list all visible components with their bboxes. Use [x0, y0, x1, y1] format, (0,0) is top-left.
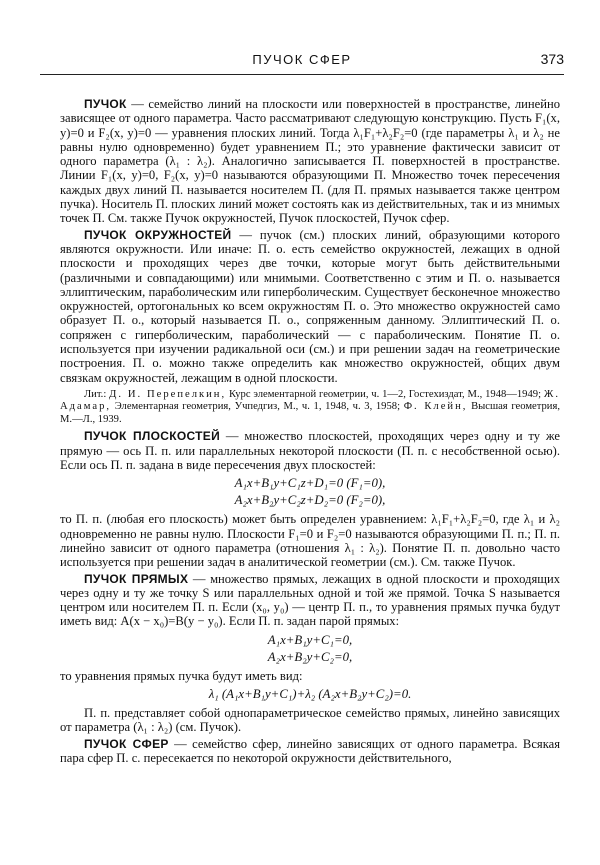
article-body	[60, 95, 560, 765]
equation-line: A₂x+B₂y+C₂z+D₂=0 (F₂=0),	[234, 493, 386, 508]
lit-text: Элементарная геометрия, Учпедгиз, М., ч. 1, 1948, ч. 3, 1958;	[111, 401, 404, 413]
entry-term: ПУЧОК	[84, 97, 127, 111]
lit-author: Ж. Адамар,	[60, 388, 560, 413]
entry-text: — множество плоскостей, проходящих через одну и ту же прямую — ось П. п. или параллельных некоторой плоскости (П. п. с несобственной осью). Если ось П. п. задана в виде пересечения двух плоскостей:	[60, 429, 561, 473]
equation-line: A₂x+B₂y+C₂=0,	[267, 649, 353, 664]
entry-term: ПУЧОК ОКРУЖНОСТЕЙ	[84, 227, 232, 242]
equation-block	[60, 475, 560, 509]
lit-text: Высшая геометрия, М.—Л., 1939.	[60, 401, 560, 425]
page-header	[40, 50, 564, 74]
entry-term: ПУЧОК ПРЯМЫХ	[84, 571, 189, 586]
running-title: ПУЧОК СФЕР	[252, 52, 352, 67]
entry-text: — множество прямых, лежащих в одной плоскости и проходящих через одну и ту же точку S или параллельных одной и той же прямой. Точка S называется центром или носителем П. п. Если (x₀, y₀) — центр П. п., то уравнения прямых пучка будут иметь вид: A(x − x₀)=B(y − y₀). Если П. п. задан парой прямых:	[60, 571, 560, 629]
lit-text: Курс элементарной геометрии, ч. 1—2, Гостехиздат, М., 1948—1949;	[226, 388, 544, 400]
entry-puchok-sfer	[60, 737, 560, 766]
entry-continuation: то уравнения прямых пучка будут иметь вид:	[60, 668, 303, 683]
entry-puchok-pryamyh	[60, 572, 560, 629]
equation-block	[60, 632, 560, 666]
entry-puchok-ploskostei	[60, 429, 560, 472]
entry-text: — семейство линий на плоскости или поверхностей в пространстве, линейно зависящее от одного параметра. Часто рассматривают следующую конструкцию. Пусть F₁(x, y)=0 и F₂(x, y)=0 — уравнения плоских линий. Тогда λ₁F₁+λ₂F₂=0 (где параметры λ₁ и λ₂ не равны нулю одновременно) будет уравнением П.; это уравнение фактически зависит от одного параметра (λ₁ : λ₂). Аналогично записывается П. поверхностей в пространстве. Линии F₁(x, y)=0, F₂(x, y)=0 называются образующими П. Множество точек пересечения каждых двух линий П. называется носителем П. (для П. прямых называется также центром пучка). Носитель П. плоских линий может состоять как из действительных, так и из мнимых точек П. См. также Пучок окружностей, Пучок плоскостей, Пучок сфер.	[60, 97, 560, 226]
entry-text: — пучок (см.) плоских линий, образующими которого являются окружности. Или иначе: П. о. есть семейство окружностей, лежащих в одной плоскости и проходящих через две точки, которые могут быть действительными (различными и совпадающими) или мнимыми. Соответственно с этим и П. о. называется эллиптическим, параболическим или гиперболическим. Существует бесконечное множество окружностей, ортогональных ко всем окружностям П. о. Это множество окружностей само образует П. о., который называется П. о., сопряженным данному. Эллиптический П. о. сопряжен с гиперболическим, параболический — с параболическим. Понятие П. о. используется при изучении радикальной оси (см.) и при решении задач на геометрические построения. П. о. можно также определить как множество окружностей, общих двум связкам окружностей, лежащим в одной плоскости.	[60, 227, 560, 385]
page-number: 373	[540, 51, 564, 67]
entry-term: ПУЧОК СФЕР	[84, 736, 169, 751]
entry-puchok	[60, 97, 560, 226]
entry-continuation: то П. п. (любая его плоскость) может быть определен уравнением: λ₁F₁+λ₂F₂=0, где λ₁ и λ₂ одновременно не равны нулю. Плоскости F₁=0 и F₂=0 называются образующими П. п.; П. п. линейно зависит от одного параметра (отношения λ₁ : λ₂). Понятие П. п. довольно часто используется при решении задач в аналитической геометрии (см.). См. также Пучок.	[60, 512, 560, 570]
entry-continuation: П. п. представляет собой однопараметрическое семейство прямых, линейно зависящих от параметра (λ₁ : λ₂) (см. Пучок).	[60, 706, 560, 735]
equation-block	[60, 686, 560, 703]
lit-author: Ф. Клейн,	[403, 401, 468, 413]
entry-puchok-okruzhnostei	[60, 228, 560, 385]
literature-note	[60, 389, 560, 427]
equation-line: λ₁ (A₁x+B₁y+C₁)+λ₂ (A₂x+B₂y+C₂)=0.	[208, 687, 412, 701]
lit-label: Лит.:	[84, 388, 110, 400]
equation-line: A₁x+B₁y+C₁z+D₁=0 (F₁=0),	[234, 476, 386, 491]
equation-line: A₁x+B₁y+C₁=0,	[267, 632, 353, 647]
entry-text: — семейство сфер, линейно зависящих от одного параметра. Всякая пара сфер П. с. пересекается по некоторой окружности действительного,	[60, 736, 561, 765]
header-rule	[40, 74, 564, 75]
lit-author: Д. И. Перепелкин,	[109, 388, 227, 400]
entry-term: ПУЧОК ПЛОСКОСТЕЙ	[84, 429, 221, 444]
